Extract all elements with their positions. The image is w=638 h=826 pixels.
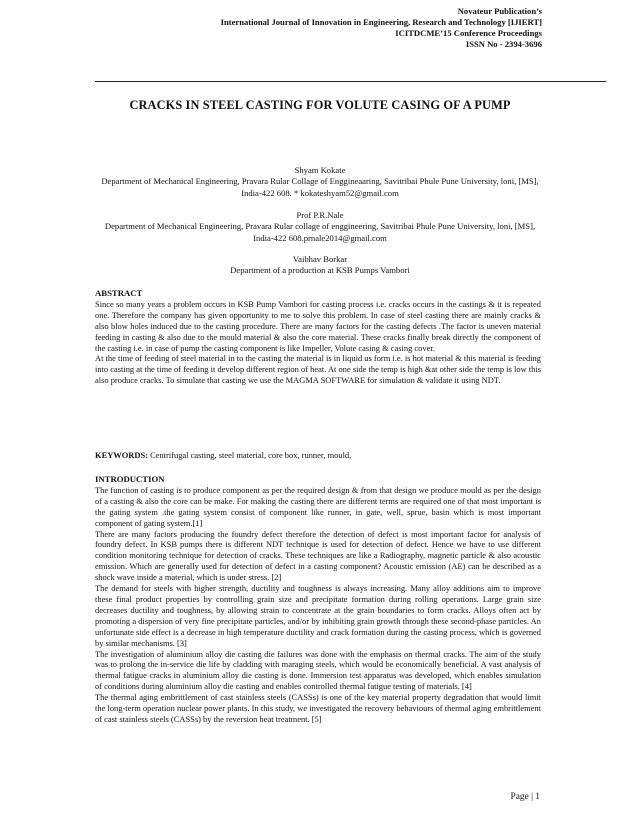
introduction-heading: INTRODUCTION (95, 474, 165, 484)
author-block (95, 165, 545, 199)
author-affiliation: Department of Mechanical Engineering, Pravara Rular Collage of Enggineaaring, Savitribai Phule Pune University, loni, [MS], India-422 608. * kokateshyam52@gmail.com (101, 176, 539, 198)
abstract-paragraph: At the time of feeding of steel material in to the casting the material is in liquid us form i.e. is hot material & this material is feeding into casting at the time of feeding it develop different region of heat. At one side the temp is high &at other side the temp is low this also produce cracks. To simulate that casting we use the MAGMA SOFTWARE for simulation & validate it using NDT. (95, 353, 541, 386)
header-divider (95, 81, 606, 82)
introduction-paragraph: The demand for steels with higher strength, ductility and toughness is always increasing. Many alloy additions aim to improve these final product properties by controlling grain size and precipitate formation during rolling operations. Large grain size decreases ductility and toughness, by allowing strain to concentrate at the grain boundaries to form cracks. Alloys often act by promoting a dispersion of very fine precipitate particles, and/or by inhibiting grain growth through these second-phase particles. An unfortunate side effect is a decrease in high temperature ductility and crack formation during the casting process, which is governed by similar mechanisms. [3] (95, 583, 541, 648)
author-name: Vaibhav Borkar (292, 254, 348, 264)
abstract-heading: ABSTRACT (95, 288, 143, 298)
introduction-paragraph: The investigation of aluminium alloy die casting die failures was done with the emphasis on thermal cracks. The aim of the study was to prolong the in-service die life by cladding with maraging steels, which would be economically beneficial. A vast analysis of thermal fatigue cracks in aluminium alloy die casting is done. Immersion test apparatus was developed, which enables simulation of conditions during aluminium alloy die casting and enables controlled thermal fatigue testing of materials. [4] (95, 648, 541, 692)
abstract-section (95, 288, 541, 386)
keywords-section (95, 450, 541, 461)
conference-line: ICITDCME’15 Conference Proceedings (395, 28, 542, 38)
issn-line: ISSN No - 2394-3696 (465, 39, 542, 49)
author-block (95, 210, 545, 244)
keywords-label: KEYWORDS: (95, 450, 148, 460)
keywords-text: Centrifugal casting, steel material, core box, runner, mould, (147, 450, 352, 460)
author-block (95, 254, 545, 277)
introduction-paragraph: The thermal aging embrittlement of cast stainless steels (CASSs) is one of the key material property degradation that would limit the long-term operation nuclear power plants. In this study, we investigated the recovery behaviours of thermal aging embrittlement of cast stainless steels (CASSs) by the reversion heat treatment. [5] (95, 692, 541, 724)
journal-line: International Journal of Innovation in Engineering, Research and Technology [IJIERT] (220, 17, 542, 27)
page-number: Page | 1 (510, 792, 540, 802)
running-header (221, 6, 542, 50)
paper-title: CRACKS IN STEEL CASTING FOR VOLUTE CASING OF A PUMP (129, 98, 511, 112)
introduction-paragraph: There are many factors producing the foundry defect therefore the detection of defect is most important factor for analysis of foundry defect. In KSB pumps there is different NDT technique is used for detection of defect. Hence we have to use different condition monitoring technique for detection of cracks. These techniques are like a Radiography, magnetic particle & also acoustic emission. Which are generally used for detection of defect in a casting component? Acoustic emission (AE) can be described as a shock wave inside a material, which is under stress. [2] (95, 528, 541, 583)
introduction-paragraph: The function of casting is to produce component as per the required design & from that design we produce mould as per the design of a casting & also the core can be make. For making the casting there are different terms are required one of that most important is the gating system .the gating system consist of component like runner, in gate, well, sprue, basin which is most important component of gating system.[1] (95, 484, 541, 528)
abstract-paragraph: Since so many years a problem occurs in KSB Pump Vambori for casting process i.e. cracks occurs in the castings & it is repeated one. Therefore the company has given opportunity to me to solve this problem. In case of steel casting there are mainly cracks & also blow holes induced due to the casting procedure. There are many factors for the casting defects .The factor is uneven material feeding in casting & also due to the mould material & also the core material. These cracks finally break directly the component of the casting i.e. in case of pump the casting component is like Impeller, Volute casing & casing cover. (95, 298, 541, 353)
introduction-section (95, 474, 541, 725)
author-name: Prof P.R.Nale (296, 210, 344, 220)
author-name: Shyam Kokate (294, 165, 346, 175)
author-affiliation: Department of Mechanical Engineering, Pravara Rular collage of enggineering, Savitribai Phule Pune University, loni, [MS], India-422 608.prnale2014@gmail.com (104, 221, 536, 243)
publisher-line: Novateur Publication’s (457, 6, 542, 16)
author-affiliation: Department of a production at KSB Pumps Vambori (230, 265, 410, 276)
